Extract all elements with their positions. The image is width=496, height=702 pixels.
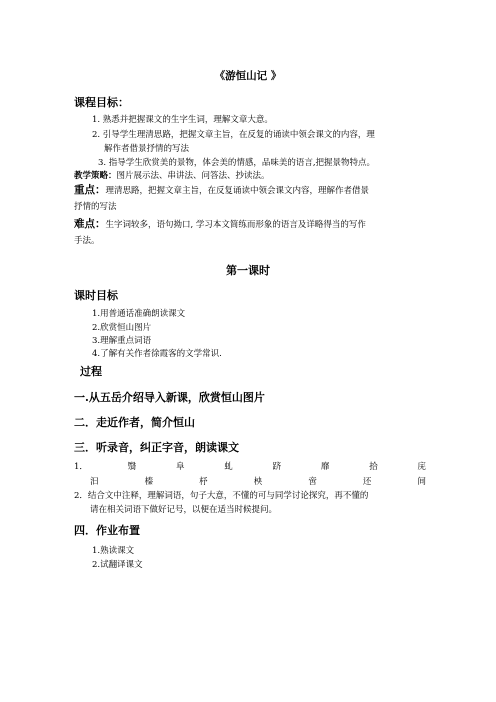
vocab-char: 靡 [320,462,330,472]
vocab-char: 杼 [199,477,208,487]
section-3-heading: 三．听录音，纠正字音，朗读课文 [74,441,239,454]
vocab-char: 间 [417,477,426,487]
vocab-char: 汩 [90,477,99,487]
key-paragraph [74,182,426,215]
lesson-goals-heading: 课时目标 [74,289,118,302]
vocab-char: 榛 [144,477,154,487]
vocab-char: 虬 [224,462,233,472]
homework-item-1: 1.熟读课文 [92,546,135,556]
lesson-goal-item-2: 2.欣赏恒山图片 [92,323,152,333]
goal-item-1: 1. 熟悉并把握课文的生字生词，理解文章大意。 [92,115,273,125]
lesson-goal-item-1: 1.用普通话准确朗读课文 [92,309,186,319]
section-4-heading: 四．作业布置 [74,524,140,537]
strategy-label: 教学策略： [74,171,117,181]
strategy-line [74,169,270,181]
lesson-goal-item-4: 4.了解有关作者徐霞客的文学常识. [92,349,222,359]
process-heading: 过程 [80,365,102,378]
vocab-number: 1． [74,462,88,472]
lesson-goal-item-3: 3.理解重点词语 [92,336,152,346]
vocab-char: 阜 [176,462,185,472]
key-text-1: 理清思路，把握文章主旨，在反复诵读中领会课文内容，理解作者借景 [105,186,370,196]
strategy-text: 图片展示法、串讲法、问答法、抄读法。 [116,171,270,181]
vocab-row-1 [74,460,426,472]
document-title: 《游恒山记 》 [214,70,282,82]
vocab-char: 翳 [127,462,137,472]
vocab-char: 跻 [272,462,282,472]
vocab-row-2 [90,475,426,487]
vocab-char: 啻 [308,477,317,487]
key-text-2: 抒情的写法 [74,202,117,212]
section-2-heading: 二．走近作者，简介恒山 [74,416,195,429]
lesson-title: 第一课时 [226,264,270,277]
goals-heading: 课程目标： [74,96,129,109]
goal-item-2-cont: 解作者借景抒情的写法 [104,144,190,154]
vocab-char: 庑 [417,462,426,472]
vocab-char: 还 [362,477,372,487]
vocab-char: 柍 [253,477,263,487]
section-1-heading: 一.从五岳介绍导入新课，欣赏恒山图片 [74,391,265,404]
item-2-line-1: 2．结合文中注释，理解词语，句子大意，不懂的可与同学讨论探究，再不懂的 [74,491,369,501]
key-label: 重点： [74,184,106,196]
difficulty-paragraph [74,216,426,249]
item-2-line-2: 请在相关词语下做好记号，以便在适当时候提问。 [90,505,278,515]
vocab-char: 拾 [369,462,378,472]
difficulty-label: 难点： [74,218,106,230]
goal-item-3: 3. 指导学生欣赏美的景物，体会美的情感，品味美的语言,把握景物特点。 [98,158,376,168]
difficulty-text-2: 手法。 [74,236,100,246]
goal-item-2: 2. 引导学生理清思路，把握文章主旨，在反复的诵读中领会课文的内容，理 [92,130,375,140]
homework-item-2: 2.试翻译课文 [92,560,143,570]
difficulty-text-1: 生字词较多，语句拗口, 学习本文简练而形象的语言及详略得当的写作 [105,220,366,230]
